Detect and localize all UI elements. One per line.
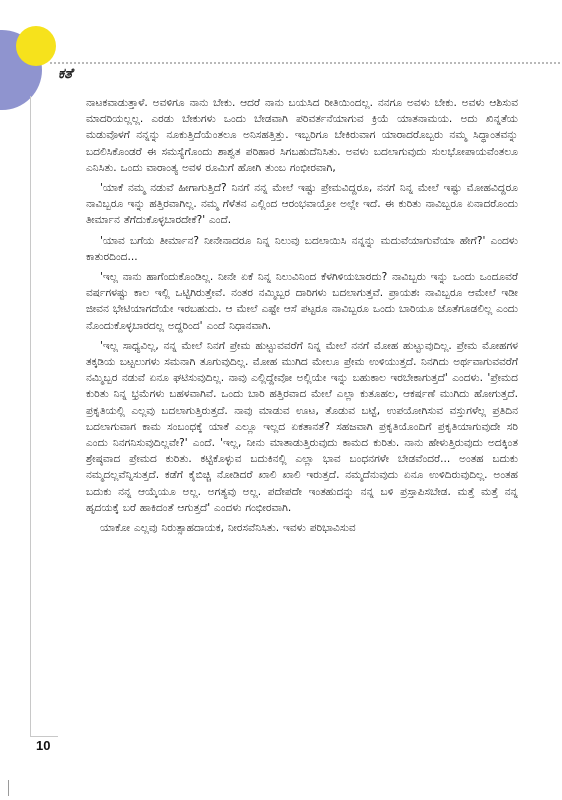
section-label: ಕತೆ xyxy=(58,66,73,82)
paragraph: ನಾಟಕವಾಡುತ್ತಾಳೆ. ಅವಳಿಗೂ ನಾನು ಬೇಕು. ಆದರೆ ನಾನು ಬಯಸಿದ ರೀತಿಯಿಂದಲ್ಲ. ನನಗೂ ಅವಳು ಬೇಕು. ಅವಳು ಆಶಿಸುವ ಮಾದರಿಯಲ್ಲಲ್ಲ. ಎರಡು ಬೇಕುಗಳು ಒಂದು ಬೇಡವಾಗಿ ಪರಿವರ್ತನೆಯಾಗುವ ಕ್ರಿಯೆ ಯಾತನಾಮಯ. ಅದು ಖಿನ್ನತೆಯ ಮಡುವೊಳಗೆ ನನ್ನನ್ನು ನೂಕುತ್ತಿದೆಯೆಂತಲೂ ಅನಿಸಹತ್ತಿತ್ತು. ಇಬ್ಬರಿಗೂ ಬೇಕಿರುವಾಗ ಯಾರಾದರೊಬ್ಬರು ನಮ್ಮ ಸಿದ್ಧಾಂತವನ್ನು ಬದಲಿಸಿಕೊಂಡರೆ ಈ ಸಮಸ್ಯೆಗೊಂದು ಶಾಶ್ವತ ಪರಿಹಾರ ಸಿಗಬಹುದೆನಿಸಿತು. ಅವಳು ಬದಲಾಗುವುದು ಸುಲಭೋಪಾಯವೆಂತಲೂ ಎನಿಸಿತು. ಒಂದು ವಾರಾಂತ್ಯ ಅವಳ ರೂಮಿಗೆ ಹೋಗಿ ತುಂಬ ಗಂಭೀರವಾಗಿ, xyxy=(86,97,518,174)
story-body xyxy=(86,95,518,540)
crop-mark xyxy=(8,780,9,796)
paragraph: 'ಯಾಕೆ ನಮ್ಮ ನಡುವೆ ಹೀಗಾಗುತ್ತಿದೆ? ನಿನಗೆ ನನ್ನ ಮೇಲೆ ಇಷ್ಟು ಪ್ರೇಮವಿದ್ದರೂ, ನನಗೆ ನಿನ್ನ ಮೇಲೆ ಇಷ್ಟು ಮೋಹವಿದ್ದರೂ ನಾವಿಬ್ಬರೂ ಇನ್ನು ಹತ್ತಿರವಾಗಿಲ್ಲ. ನಮ್ಮ ಗೆಳೆತನ ಎಲ್ಲಿಂದ ಆರಂಭವಾಯ್ತೋ ಅಲ್ಲೇ ಇದೆ. ಈ ಕುರಿತು ನಾವಿಬ್ಬರೂ ಏನಾದರೊಂದು ತೀರ್ಮಾನ ತೆಗೆದುಕೊಳ್ಳಬಾರದೇಕೆ?' ಎಂದೆ. xyxy=(86,182,518,227)
paragraph: 'ಯಾವ ಬಗೆಯ ತೀರ್ಮಾನ? ನೀನೇನಾದರೂ ನಿನ್ನ ನಿಲುವು ಬದಲಾಯಿಸಿ ನನ್ನನ್ನು ಮದುವೆಯಾಗುವೆಯಾ ಹೇಗೆ?' ಎಂದಳು ಕಾತುರದಿಂದ... xyxy=(86,234,518,263)
header-dotted-rule xyxy=(50,62,560,64)
page-number: 10 xyxy=(36,738,51,753)
paragraph: 'ಇಲ್ಲ ಸಾಧ್ಯವಿಲ್ಲ, ನನ್ನ ಮೇಲೆ ನಿನಗೆ ಪ್ರೇಮ ಹುಟ್ಟುವವರೆಗೆ ನಿನ್ನ ಮೇಲೆ ನನಗೆ ಮೋಹ ಹುಟ್ಟುವುದಿಲ್ಲ. ಪ್ರೇಮ ಮೋಹಗಳ ತಕ್ಕಡಿಯ ಬಟ್ಟಲುಗಳು ಸಮನಾಗಿ ತೂಗುವುದಿಲ್ಲ. ಮೋಹ ಮುಗಿದ ಮೇಲೂ ಪ್ರೇಮ ಉಳಿಯುತ್ತದೆ. ನಿನಗಿದು ಅರ್ಥವಾಗುವವರೆಗೆ ನಮ್ಮಿಬ್ಬರ ನಡುವೆ ಏನೂ ಘಟಿಸುವುದಿಲ್ಲ. ನಾವು ಎಲ್ಲಿದ್ದೇವೋ ಅಲ್ಲಿಯೇ ಇನ್ನು ಬಹುಕಾಲ ಇರಬೇಕಾಗುತ್ತದೆ' ಎಂದಳು. 'ಪ್ರೇಮದ ಕುರಿತು ನಿನ್ನ ಭ್ರಮೆಗಳು ಬಹಳವಾಗಿವೆ. ಒಂದು ಬಾರಿ ಹತ್ತಿರವಾದ ಮೇಲೆ ಎಲ್ಲಾ ಕುತೂಹಲ, ಆಕರ್ಷಣೆ ಮುಗಿದು ಹೋಗುತ್ತದೆ. ಪ್ರಕೃತಿಯಲ್ಲಿ ಎಲ್ಲವು ಬದಲಾಗುತ್ತಿರುತ್ತದೆ. ನಾವು ಮಾಡುವ ಊಟ, ತೊಡುವ ಬಟ್ಟೆ, ಉಪಯೋಗಿಸುವ ವಸ್ತುಗಳೆಲ್ಲ ಪ್ರತಿದಿನ ಬದಲಾಗುವಾಗ ಕಾಮ ಸಂಬಂಧಕ್ಕೆ ಯಾಕೆ ಎಲ್ಲೂ ಇಲ್ಲದ ಏಕತಾನತೆ? ಸಹಜವಾಗಿ ಪ್ರಕೃತಿಯೊಂದಿಗೆ ಪ್ರಕೃತಿಯಾಗುವುದೇ ಸರಿ ಎಂದು ನಿನಗನಿಸುವುದಿಲ್ಲವೇ?' ಎಂದೆ. 'ಇಲ್ಲ, ನೀನು ಮಾತಾಡುತ್ತಿರುವುದು ಕಾಮದ ಕುರಿತು. ನಾನು ಹೇಳುತ್ತಿರುವುದು ಅದಕ್ಕಿಂತ ಶ್ರೇಷ್ಠವಾದ ಪ್ರೇಮದ ಕುರಿತು. ಕಟ್ಟಿಕೊಳ್ಳುವ ಬದುಕಿನಲ್ಲಿ ಎಲ್ಲಾ ಭಾವ ಬಂಧನಗಳೇ ಬೇಡವೆಂದರೆ... ಅಂತಹ ಬದುಕು ನಮ್ಮದಲ್ಲವೆನ್ನಿಸುತ್ತದೆ. ಕಡೆಗೆ ಕೈಬಿಚ್ಚಿ ನೋಡಿದರೆ ಖಾಲಿ ಖಾಲಿ ಇರುತ್ತದೆ. ನಮ್ಮದೆನುವುದು ಏನೂ ಉಳಿದಿರುವುದಿಲ್ಲ. ಅಂತಹ ಬದುಕು ನನ್ನ ಆಯ್ಕೆಯೂ ಅಲ್ಲ. ಅಗತ್ಯವು ಅಲ್ಲ. ಪದೇಪದೇ ಇಂತಹುದನ್ನು ನನ್ನ ಬಳಿ ಪ್ರಸ್ತಾಪಿಸಬೇಡ. ಮತ್ತೆ ಮತ್ತೆ ನನ್ನ ಹೃದಯಕ್ಕೆ ಬರೆ ಹಾಕಿದಂತೆ ಆಗುತ್ತದೆ' ಎಂದಳು ಗಂಭೀರವಾಗಿ. xyxy=(86,339,518,514)
paragraph: 'ಇಲ್ಲ ನಾನು ಹಾಗೆಂದುಕೊಂಡಿಲ್ಲ. ನೀನೇ ಏಕೆ ನಿನ್ನ ನಿಲುವಿನಿಂದ ಕೆಳಗಿಳಿಯಬಾರದು? ನಾವಿಬ್ಬರು ಇನ್ನು ಒಂದು ಒಂದೂವರೆ ವರ್ಷಗಳಷ್ಟು ಕಾಲ ಇಲ್ಲಿ ಒಟ್ಟಿಗಿರುತ್ತೇವೆ. ನಂತರ ನಮ್ಮಿಬ್ಬರ ದಾರಿಗಳು ಬದಲಾಗುತ್ತವೆ. ಪ್ರಾಯಶಃ ನಾವಿಬ್ಬರೂ ಆಮೇಲೆ ಇಡೀ ಜೀವನ ಭೇಟಿಯಾಗದೆಯೇ ಇರಬಹುದು. ಆ ಮೇಲೆ ಎಷ್ಟೇ ಆಸೆ ಪಟ್ಟರೂ ನಾವಿಬ್ಬರೂ ಒಂದು ಬಾರಿಯೂ ಜೊತೆಗೂಡಲಿಲ್ಲ ಎಂದು ನೊಂದುಕೊಳ್ಳಬಾರದಲ್ಲ ಅದ್ದರಿಂದ' ಎಂದೆ ನಿಧಾನವಾಗಿ. xyxy=(86,271,518,332)
paragraph: ಯಾಕೋ ಎಲ್ಲವು ನಿರುತ್ಸಾಹದಾಯಕ, ನೀರಸವೆನಿಸಿತು. ಇವಳು ಪರಿಭಾವಿಸುವ xyxy=(100,522,356,535)
margin-rule xyxy=(30,96,31,736)
folio-rule xyxy=(30,736,58,737)
decorative-yellow-circle xyxy=(16,26,56,66)
